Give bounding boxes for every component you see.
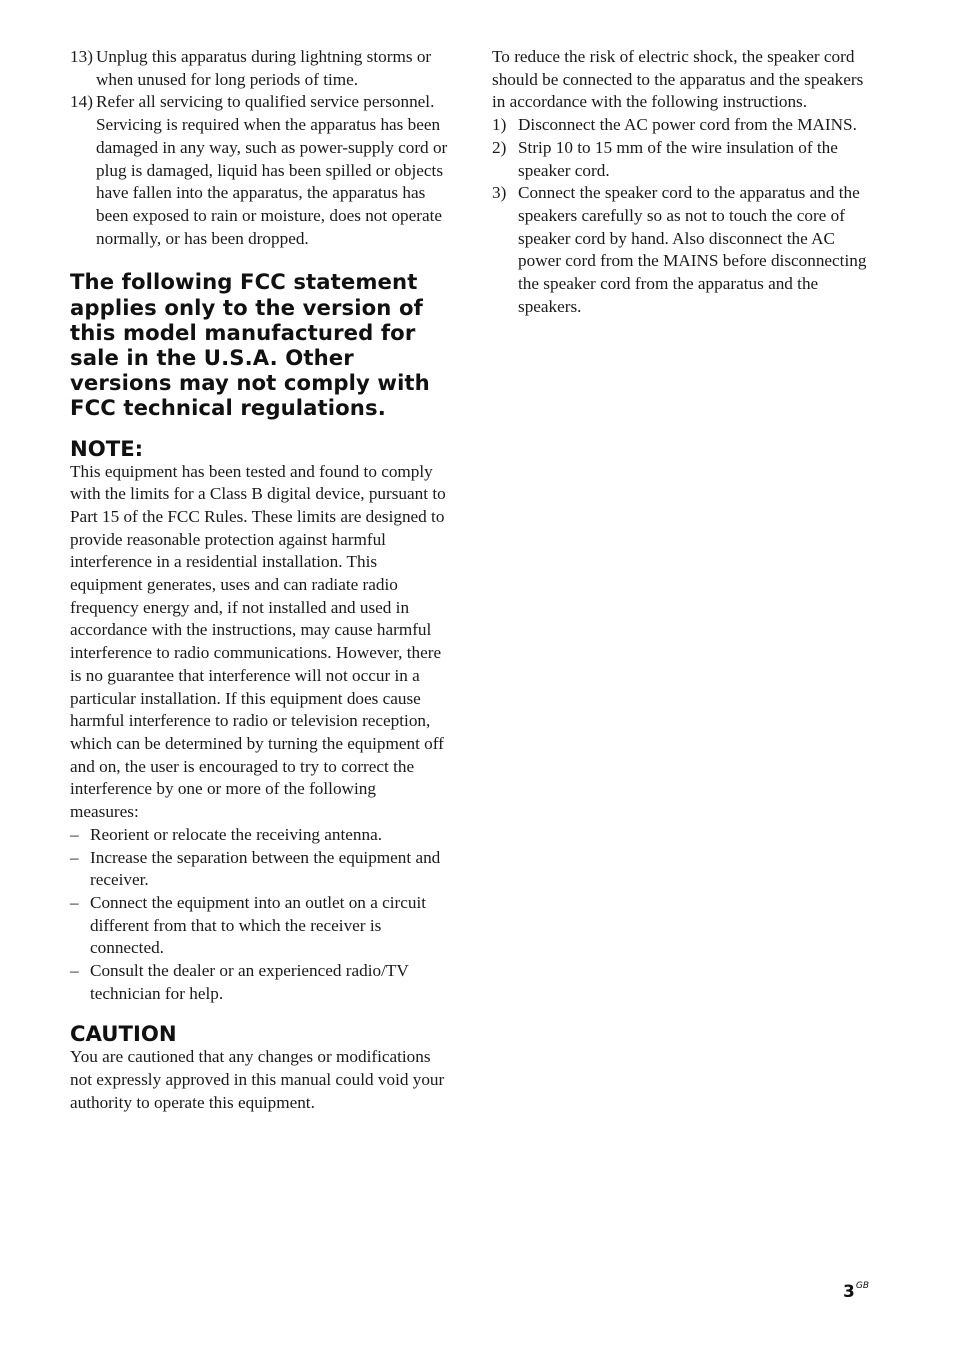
- note-heading: NOTE:: [70, 435, 144, 461]
- step-text: Strip 10 to 15 mm of the wire insulation of the speaker cord.: [518, 137, 838, 180]
- dash-bullet: –: [70, 824, 79, 844]
- speaker-cord-steps: [492, 114, 870, 318]
- step-number: 3): [492, 183, 507, 203]
- page-number: [843, 1282, 869, 1302]
- step-text: Connect the speaker cord to the apparatus and the speakers carefully so as not to touch the core of speaker cord by hand. Also disconnect the AC power cord from the MAINS before disconnecting the speaker cord from the apparatus and the speakers.: [518, 183, 867, 316]
- left-column: [70, 46, 448, 1115]
- note-paragraph: This equipment has been tested and found to comply with the limits for a Class B digital device, pursuant to Part 15 of the FCC Rules. These limits are designed to provide reasonable protection against harmful interference in a residential installation. This equipment generates, uses and can radiate radio frequency energy and, if not installed and used in accordance with the instructions, may cause harmful interference to radio communications. However, there is no guarantee that interference will not occur in a particular installation. If this equipment does cause harmful interference to radio or television reception, which can be determined by turning the equipment off and on, the user is encouraged to try to correct the interference by one or more of the following measures:: [70, 461, 446, 822]
- step-text: Disconnect the AC power cord from the MAINS.: [518, 115, 857, 135]
- step-number: 2): [492, 137, 507, 157]
- list-item: [492, 114, 870, 137]
- item-text: Refer all servicing to qualified service personnel. Servicing is required when the apparatus has been damaged in any way, such as power-supply cord or plug is damaged, liquid has been spilled or objects have fallen into the apparatus, the apparatus has been exposed to rain or moisture, does not operate normally, or has been dropped.: [96, 92, 448, 248]
- caution-paragraph: You are cautioned that any changes or modifications not expressly approved in this manual could void your authority to operate this equipment.: [70, 1047, 445, 1112]
- measure-text: Consult the dealer or an experienced radio/TV technician for help.: [90, 961, 409, 1003]
- measure-text: Increase the separation between the equipment and receiver.: [90, 847, 441, 890]
- measure-text: Reorient or relocate the receiving antenna.: [90, 824, 383, 844]
- page-number-value: 3: [843, 1282, 855, 1302]
- list-item: [70, 824, 448, 847]
- step-number: 1): [492, 115, 507, 135]
- speaker-cord-intro: To reduce the risk of electric shock, the speaker cord should be connected to the apparatus and the speakers in accordance with the following instructions.: [492, 47, 864, 112]
- list-item: [492, 137, 870, 182]
- measures-list: [70, 824, 448, 1006]
- list-item: [70, 960, 448, 1005]
- dash-bullet: –: [70, 892, 79, 912]
- right-column: [492, 46, 870, 318]
- list-item: [492, 182, 870, 318]
- page-language-suffix: GB: [855, 1281, 869, 1291]
- measure-text: Connect the equipment into an outlet on a circuit different from that to which the receiver is connected.: [90, 892, 427, 958]
- fcc-statement-heading: The following FCC statement applies only to the version of this model manufactured for sale in the U.S.A. Other versions may not comply with FCC technical regulations.: [70, 269, 430, 421]
- dash-bullet: –: [70, 961, 79, 981]
- list-item: [70, 46, 448, 91]
- item-text: Unplug this apparatus during lightning storms or when unused for long periods of time.: [96, 47, 432, 89]
- item-number: 13): [70, 47, 93, 66]
- dash-bullet: –: [70, 847, 79, 867]
- list-item: [70, 91, 448, 250]
- item-number: 14): [70, 92, 93, 112]
- safety-instructions-list: [70, 46, 448, 250]
- list-item: [70, 892, 448, 960]
- list-item: [70, 847, 448, 892]
- caution-heading: CAUTION: [70, 1021, 177, 1047]
